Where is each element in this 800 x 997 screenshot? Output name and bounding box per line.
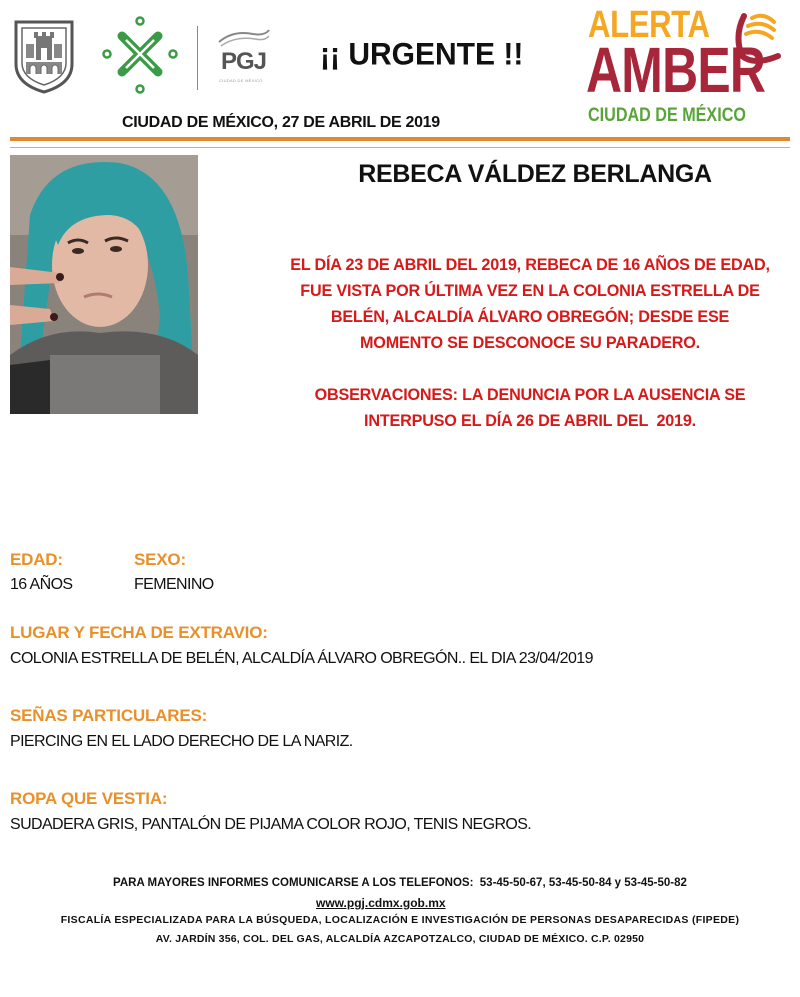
urgent-title: ¡¡ URGENTE !! <box>320 37 524 72</box>
website-link[interactable]: www.pgj.cdmx.gob.mx <box>316 896 446 910</box>
cdmx-logo-icon <box>100 14 180 96</box>
observations-line: INTERPUSO EL DÍA 26 DE ABRIL DEL 2019. <box>364 412 696 430</box>
age-label: EDAD: <box>10 550 63 569</box>
dateline: CIUDAD DE MÉXICO, 27 DE ABRIL DE 2019 <box>122 114 440 131</box>
missing-person-name: REBECA VÁLDEZ BERLANGA <box>358 160 712 188</box>
agency-name: FISCALÍA ESPECIALIZADA PARA LA BÚSQUEDA, LOCALIZACIÓN E INVESTIGACIÓN DE PERSONAS DESAPARECIDAS (FIPEDE) <box>60 914 740 926</box>
age-value: 16 AÑOS <box>10 576 73 593</box>
missing-person-photo <box>10 155 198 414</box>
amber-text: AMBER <box>586 34 766 106</box>
description-line: EL DÍA 23 DE ABRIL DEL 2019, REBECA DE 16 AÑOS DE EDAD, <box>290 256 770 274</box>
sex-label: SEXO: <box>134 550 186 569</box>
description-line: FUE VISTA POR ÚLTIMA VEZ EN LA COLONIA ESTRELLA DE <box>300 282 760 300</box>
observations-line: OBSERVACIONES: LA DENUNCIA POR LA AUSENCIA SE <box>314 386 746 404</box>
observations <box>270 382 790 434</box>
clothes-label: ROPA QUE VESTIA: <box>10 789 168 808</box>
contact-phones: PARA MAYORES INFORMES COMUNICARSE A LOS TELEFONOS: 53-45-50-67, 53-45-50-84 y 53-45-50-82 <box>113 877 687 889</box>
marks-label: SEÑAS PARTICULARES: <box>10 706 208 725</box>
sex-value: FEMENINO <box>134 576 214 593</box>
alerta-amber-logo <box>588 6 788 130</box>
logo-divider <box>197 26 198 90</box>
pgj-logo <box>213 22 273 92</box>
header-divider <box>10 137 790 141</box>
clothes-value: SUDADERA GRIS, PANTALÓN DE PIJAMA COLOR ROJO, TENIS NEGROS. <box>10 816 532 833</box>
pgj-text: PGJ <box>221 48 267 75</box>
amber-cdmx-text: CIUDAD DE MÉXICO <box>588 105 746 126</box>
signal-waves-icon <box>734 6 788 86</box>
place-label: LUGAR Y FECHA DE EXTRAVIO: <box>10 623 268 642</box>
description-line: BELÉN, ALCALDÍA ÁLVARO OBREGÓN; DESDE ESE <box>330 308 730 326</box>
place-value: COLONIA ESTRELLA DE BELÉN, ALCALDÍA ÁLVARO OBREGÓN.. EL DIA 23/04/2019 <box>10 650 593 667</box>
coat-of-arms-icon <box>12 18 76 94</box>
alerta-text: ALERTA <box>588 4 710 46</box>
case-description <box>270 252 790 356</box>
agency-address: AV. JARDÍN 356, COL. DEL GAS, ALCALDÍA AZCAPOTZALCO, CIUDAD DE MÉXICO. C.P. 02950 <box>155 933 645 945</box>
marks-value: PIERCING EN EL LADO DERECHO DE LA NARIZ. <box>10 733 353 750</box>
pgj-subtext: CIUDAD DE MÉXICO <box>219 78 263 83</box>
header-divider-thin <box>10 147 790 148</box>
description-line: MOMENTO SE DESCONOCE SU PARADERO. <box>360 334 700 352</box>
